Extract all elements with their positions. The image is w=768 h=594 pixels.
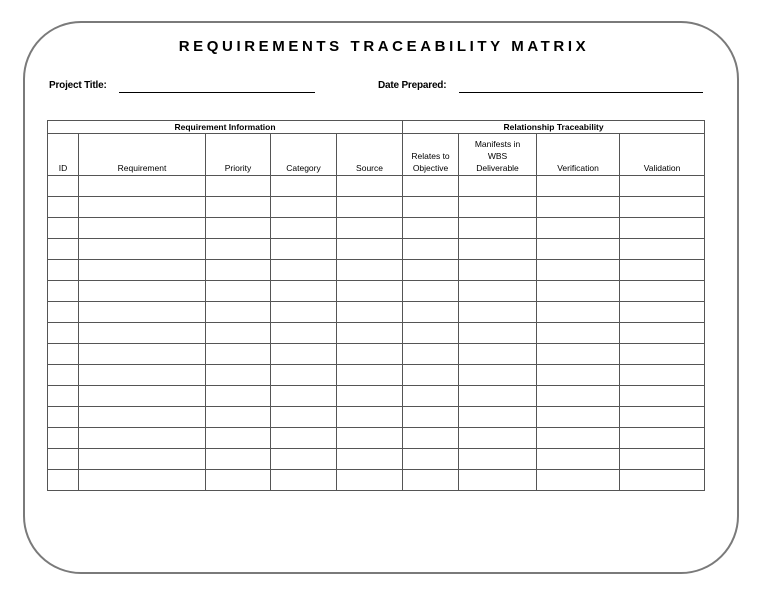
manifests-line-2: WBS xyxy=(487,151,508,161)
cell-validation[interactable] xyxy=(620,281,705,302)
cell-manifests-in-wbs-deliverable[interactable] xyxy=(459,302,537,323)
manifests-line-3: Deliverable xyxy=(476,163,519,173)
cell-relates-to-objective[interactable] xyxy=(403,218,459,239)
cell-source[interactable] xyxy=(337,386,403,407)
cell-manifests-in-wbs-deliverable[interactable] xyxy=(459,323,537,344)
cell-category[interactable] xyxy=(271,365,337,386)
cell-priority[interactable] xyxy=(206,365,271,386)
cell-relates-to-objective[interactable] xyxy=(403,302,459,323)
cell-requirement[interactable] xyxy=(79,218,206,239)
cell-requirement[interactable] xyxy=(79,386,206,407)
cell-manifests-in-wbs-deliverable[interactable] xyxy=(459,239,537,260)
cell-relates-to-objective[interactable] xyxy=(403,470,459,491)
cell-manifests-in-wbs-deliverable[interactable] xyxy=(459,176,537,197)
cell-priority[interactable] xyxy=(206,302,271,323)
cell-relates-to-objective[interactable] xyxy=(403,239,459,260)
cell-requirement[interactable] xyxy=(79,260,206,281)
cell-id[interactable] xyxy=(48,428,79,449)
cell-validation[interactable] xyxy=(620,302,705,323)
cell-manifests-in-wbs-deliverable[interactable] xyxy=(459,260,537,281)
column-header-id: ID xyxy=(48,134,79,176)
cell-verification[interactable] xyxy=(537,344,620,365)
column-header-manifests-in-wbs-deliverable xyxy=(459,134,537,176)
cell-verification[interactable] xyxy=(537,428,620,449)
table-row xyxy=(48,218,705,239)
cell-manifests-in-wbs-deliverable[interactable] xyxy=(459,197,537,218)
column-header-verification: Verification xyxy=(537,134,620,176)
cell-relates-to-objective[interactable] xyxy=(403,428,459,449)
cell-category[interactable] xyxy=(271,239,337,260)
cell-category[interactable] xyxy=(271,281,337,302)
cell-source[interactable] xyxy=(337,428,403,449)
cell-id[interactable] xyxy=(48,365,79,386)
cell-requirement[interactable] xyxy=(79,302,206,323)
cell-relates-to-objective[interactable] xyxy=(403,407,459,428)
cell-source[interactable] xyxy=(337,218,403,239)
cell-id[interactable] xyxy=(48,260,79,281)
cell-verification[interactable] xyxy=(537,407,620,428)
cell-manifests-in-wbs-deliverable[interactable] xyxy=(459,428,537,449)
cell-verification[interactable] xyxy=(537,260,620,281)
manifests-line-1: Manifests in xyxy=(474,139,521,149)
cell-category[interactable] xyxy=(271,449,337,470)
cell-priority[interactable] xyxy=(206,407,271,428)
cell-requirement[interactable] xyxy=(79,365,206,386)
cell-requirement[interactable] xyxy=(79,323,206,344)
cell-source[interactable] xyxy=(337,344,403,365)
project-title-field[interactable] xyxy=(119,92,315,93)
project-title-label: Project Title: xyxy=(49,80,107,91)
cell-verification[interactable] xyxy=(537,239,620,260)
cell-requirement[interactable] xyxy=(79,470,206,491)
cell-id[interactable] xyxy=(48,449,79,470)
cell-id[interactable] xyxy=(48,239,79,260)
cell-source[interactable] xyxy=(337,239,403,260)
table-row xyxy=(48,281,705,302)
cell-validation[interactable] xyxy=(620,197,705,218)
cell-id[interactable] xyxy=(48,197,79,218)
cell-requirement[interactable] xyxy=(79,428,206,449)
table-body xyxy=(48,176,705,491)
cell-category[interactable] xyxy=(271,344,337,365)
cell-priority[interactable] xyxy=(206,344,271,365)
column-header-validation: Validation xyxy=(620,134,705,176)
cell-validation[interactable] xyxy=(620,470,705,491)
group-header-requirement-information: Requirement Information xyxy=(48,121,403,134)
table-row xyxy=(48,449,705,470)
cell-id[interactable] xyxy=(48,386,79,407)
cell-id[interactable] xyxy=(48,176,79,197)
table-row xyxy=(48,239,705,260)
cell-source[interactable] xyxy=(337,260,403,281)
cell-validation[interactable] xyxy=(620,365,705,386)
cell-manifests-in-wbs-deliverable[interactable] xyxy=(459,386,537,407)
cell-requirement[interactable] xyxy=(79,281,206,302)
cell-id[interactable] xyxy=(48,281,79,302)
cell-category[interactable] xyxy=(271,386,337,407)
cell-relates-to-objective[interactable] xyxy=(403,281,459,302)
date-prepared-field[interactable] xyxy=(459,92,703,93)
cell-manifests-in-wbs-deliverable[interactable] xyxy=(459,218,537,239)
cell-relates-to-objective[interactable] xyxy=(403,386,459,407)
cell-relates-to-objective[interactable] xyxy=(403,344,459,365)
cell-category[interactable] xyxy=(271,260,337,281)
cell-priority[interactable] xyxy=(206,323,271,344)
cell-priority[interactable] xyxy=(206,176,271,197)
cell-manifests-in-wbs-deliverable[interactable] xyxy=(459,281,537,302)
cell-category[interactable] xyxy=(271,218,337,239)
table-row xyxy=(48,365,705,386)
cell-verification[interactable] xyxy=(537,281,620,302)
cell-category[interactable] xyxy=(271,428,337,449)
cell-validation[interactable] xyxy=(620,239,705,260)
cell-requirement[interactable] xyxy=(79,344,206,365)
cell-priority[interactable] xyxy=(206,260,271,281)
cell-verification[interactable] xyxy=(537,386,620,407)
column-header-category: Category xyxy=(271,134,337,176)
traceability-matrix-table xyxy=(47,120,705,491)
cell-priority[interactable] xyxy=(206,218,271,239)
cell-requirement[interactable] xyxy=(79,197,206,218)
cell-validation[interactable] xyxy=(620,386,705,407)
column-header-relates-to-objective xyxy=(403,134,459,176)
cell-relates-to-objective[interactable] xyxy=(403,365,459,386)
column-header-requirement: Requirement xyxy=(79,134,206,176)
cell-source[interactable] xyxy=(337,281,403,302)
cell-manifests-in-wbs-deliverable[interactable] xyxy=(459,470,537,491)
cell-priority[interactable] xyxy=(206,449,271,470)
cell-verification[interactable] xyxy=(537,218,620,239)
cell-validation[interactable] xyxy=(620,323,705,344)
cell-verification[interactable] xyxy=(537,197,620,218)
table-row xyxy=(48,428,705,449)
cell-manifests-in-wbs-deliverable[interactable] xyxy=(459,407,537,428)
cell-source[interactable] xyxy=(337,470,403,491)
cell-priority[interactable] xyxy=(206,239,271,260)
cell-requirement[interactable] xyxy=(79,239,206,260)
cell-source[interactable] xyxy=(337,365,403,386)
table-row xyxy=(48,323,705,344)
cell-manifests-in-wbs-deliverable[interactable] xyxy=(459,449,537,470)
cell-category[interactable] xyxy=(271,470,337,491)
cell-validation[interactable] xyxy=(620,176,705,197)
cell-validation[interactable] xyxy=(620,344,705,365)
cell-requirement[interactable] xyxy=(79,407,206,428)
table-row xyxy=(48,197,705,218)
cell-category[interactable] xyxy=(271,197,337,218)
cell-source[interactable] xyxy=(337,407,403,428)
table-row xyxy=(48,260,705,281)
cell-validation[interactable] xyxy=(620,449,705,470)
cell-priority[interactable] xyxy=(206,470,271,491)
cell-source[interactable] xyxy=(337,176,403,197)
relates-line-2: Objective xyxy=(412,163,449,173)
cell-priority[interactable] xyxy=(206,197,271,218)
cell-id[interactable] xyxy=(48,344,79,365)
relates-line-1: Relates to xyxy=(411,151,450,161)
cell-validation[interactable] xyxy=(620,407,705,428)
table-row xyxy=(48,302,705,323)
cell-requirement[interactable] xyxy=(79,449,206,470)
cell-verification[interactable] xyxy=(537,365,620,386)
cell-category[interactable] xyxy=(271,176,337,197)
cell-verification[interactable] xyxy=(537,176,620,197)
cell-verification[interactable] xyxy=(537,470,620,491)
cell-category[interactable] xyxy=(271,407,337,428)
cell-source[interactable] xyxy=(337,197,403,218)
cell-source[interactable] xyxy=(337,449,403,470)
column-header-source: Source xyxy=(337,134,403,176)
cell-verification[interactable] xyxy=(537,449,620,470)
cell-relates-to-objective[interactable] xyxy=(403,197,459,218)
cell-validation[interactable] xyxy=(620,428,705,449)
table-row xyxy=(48,176,705,197)
table-row xyxy=(48,386,705,407)
cell-source[interactable] xyxy=(337,302,403,323)
cell-relates-to-objective[interactable] xyxy=(403,323,459,344)
cell-verification[interactable] xyxy=(537,323,620,344)
cell-verification[interactable] xyxy=(537,302,620,323)
cell-manifests-in-wbs-deliverable[interactable] xyxy=(459,344,537,365)
cell-requirement[interactable] xyxy=(79,176,206,197)
cell-category[interactable] xyxy=(271,323,337,344)
cell-priority[interactable] xyxy=(206,428,271,449)
cell-source[interactable] xyxy=(337,323,403,344)
cell-priority[interactable] xyxy=(206,281,271,302)
cell-category[interactable] xyxy=(271,302,337,323)
cell-relates-to-objective[interactable] xyxy=(403,449,459,470)
cell-validation[interactable] xyxy=(620,218,705,239)
date-prepared-label: Date Prepared: xyxy=(378,80,447,91)
table-row xyxy=(48,407,705,428)
document-title: REQUIREMENTS TRACEABILITY MATRIX xyxy=(178,38,590,55)
cell-manifests-in-wbs-deliverable[interactable] xyxy=(459,365,537,386)
column-header-priority: Priority xyxy=(206,134,271,176)
table-row xyxy=(48,470,705,491)
cell-relates-to-objective[interactable] xyxy=(403,260,459,281)
cell-id[interactable] xyxy=(48,218,79,239)
table-row xyxy=(48,344,705,365)
cell-id[interactable] xyxy=(48,302,79,323)
cell-id[interactable] xyxy=(48,470,79,491)
cell-priority[interactable] xyxy=(206,386,271,407)
group-header-relationship-traceability: Relationship Traceability xyxy=(403,121,705,134)
cell-relates-to-objective[interactable] xyxy=(403,176,459,197)
cell-validation[interactable] xyxy=(620,260,705,281)
cell-id[interactable] xyxy=(48,323,79,344)
cell-id[interactable] xyxy=(48,407,79,428)
